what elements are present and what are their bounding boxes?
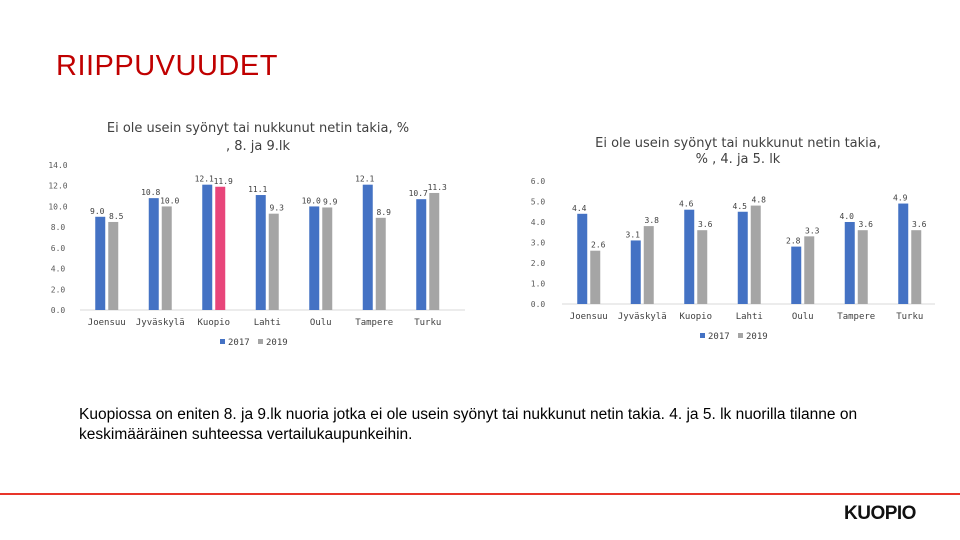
x-tick-label: Turku [414, 318, 442, 328]
data-label: 10.0 [160, 196, 180, 206]
data-label: 9.9 [323, 197, 338, 207]
page-title: RIIPPUVUUDET [56, 50, 278, 82]
bar-2019-oulu [322, 207, 332, 310]
x-tick-label: Turku [896, 312, 924, 322]
y-tick-label: 3.0 [530, 238, 546, 248]
y-tick-label: 12.0 [48, 181, 68, 191]
data-label: 11.9 [213, 176, 233, 186]
bar-2017-jyväskylä [149, 198, 159, 310]
bar-2017-turku [898, 204, 908, 304]
x-tick-label: Jyväskylä [617, 312, 667, 322]
x-tick-label: Lahti [735, 312, 763, 322]
bar-2017-lahti [738, 212, 748, 304]
legend-label: 2017 [228, 338, 250, 348]
y-tick-label: 6.0 [530, 177, 546, 186]
data-label: 4.5 [732, 201, 747, 211]
legend-swatch-2019 [738, 333, 743, 338]
bar-2019-turku [429, 193, 439, 310]
bar-2019-jyväskylä [644, 226, 654, 304]
legend-label: 2017 [708, 332, 730, 342]
data-label: 3.6 [858, 220, 873, 230]
bar-2019-tampere [376, 218, 386, 310]
data-label: 10.0 [301, 196, 321, 206]
x-tick-label: Joensuu [569, 312, 608, 322]
x-tick-label: Tampere [837, 312, 876, 322]
bar-2017-kuopio [684, 210, 694, 304]
bar-2019-joensuu [590, 251, 600, 304]
y-tick-label: 14.0 [48, 161, 68, 170]
data-label: 2.8 [786, 236, 801, 246]
data-label: 4.9 [893, 193, 908, 203]
data-label: 8.9 [376, 207, 391, 217]
bar-2017-jyväskylä [631, 240, 641, 304]
x-tick-label: Lahti [253, 318, 281, 328]
data-label: 11.1 [248, 185, 268, 195]
bar-2017-turku [416, 199, 426, 310]
legend-swatch-2017 [220, 339, 225, 344]
chart-grade-4-5 [531, 136, 935, 342]
data-label: 4.4 [572, 203, 587, 213]
y-tick-label: 4.0 [50, 264, 66, 274]
x-tick-label: Oulu [309, 318, 332, 328]
bar-2017-joensuu [95, 217, 105, 310]
chart-title: % , 4. ja 5. lk [695, 152, 781, 167]
bar-2019-lahti [751, 206, 761, 304]
bar-2017-oulu [309, 206, 319, 310]
legend-label: 2019 [746, 332, 768, 342]
chart-grade-8-9 [48, 121, 465, 348]
data-label: 4.6 [679, 199, 694, 209]
legend-swatch-2019 [258, 339, 263, 344]
y-tick-label: 10.0 [48, 202, 68, 212]
chart-title: Ei ole usein syönyt tai nukkunut netin takia, % [106, 121, 410, 136]
bar-2017-oulu [791, 247, 801, 304]
data-label: 3.6 [698, 220, 713, 230]
bar-2017-kuopio [202, 185, 212, 310]
chart-title: Ei ole usein syönyt tai nukkunut netin takia, [595, 136, 881, 151]
y-tick-label: 2.0 [50, 285, 66, 295]
x-tick-label: Oulu [791, 312, 814, 322]
x-tick-label: Kuopio [197, 318, 231, 328]
x-tick-label: Joensuu [87, 318, 126, 328]
bar-2017-lahti [256, 195, 266, 310]
bar-2019-joensuu [108, 222, 118, 310]
bar-2019-lahti [269, 214, 279, 310]
x-tick-label: Tampere [355, 318, 394, 328]
bar-2017-joensuu [577, 214, 587, 304]
x-tick-label: Kuopio [679, 312, 713, 322]
data-label: 12.1 [355, 174, 375, 184]
bar-2019-oulu [804, 236, 814, 304]
data-label: 4.8 [751, 195, 766, 205]
bar-2017-tampere [845, 222, 855, 304]
summary-note: Kuopiossa on eniten 8. ja 9.lk nuoria jotka ei ole usein syönyt tai nukkunut netin takia. 4. ja 5. lk nuorilla tilanne on keskimääräinen suhteessa vertailukaupunkeihin. [79, 406, 858, 443]
data-label: 9.0 [90, 206, 105, 216]
bar-2019-kuopio [215, 187, 225, 310]
data-label: 3.6 [912, 220, 927, 230]
legend-label: 2019 [266, 338, 288, 348]
data-label: 3.8 [644, 216, 659, 226]
bar-2019-tampere [858, 230, 868, 304]
x-tick-label: Jyväskylä [135, 318, 185, 328]
y-tick-label: 0.0 [50, 306, 66, 315]
y-tick-label: 2.0 [530, 259, 546, 268]
data-label: 3.3 [805, 226, 820, 236]
data-label: 10.7 [408, 189, 428, 199]
bar-2017-tampere [363, 185, 373, 310]
y-tick-label: 6.0 [50, 243, 66, 253]
data-label: 9.3 [269, 203, 284, 213]
y-tick-label: 0.0 [530, 300, 546, 309]
data-label: 11.3 [427, 182, 447, 192]
data-label: 10.8 [141, 188, 161, 198]
data-label: 8.5 [109, 211, 124, 221]
y-tick-label: 1.0 [530, 279, 546, 289]
chart-title: , 8. ja 9.lk [225, 139, 291, 154]
bar-2019-turku [911, 230, 921, 304]
data-label: 2.6 [591, 240, 606, 250]
y-tick-label: 8.0 [50, 223, 66, 233]
data-label: 4.0 [839, 212, 854, 221]
data-label: 12.1 [194, 174, 214, 184]
y-tick-label: 4.0 [530, 218, 546, 227]
kuopio-logo: KUOPIO [844, 503, 916, 524]
y-tick-label: 5.0 [530, 197, 546, 207]
data-label: 3.1 [625, 230, 640, 240]
bar-2019-jyväskylä [162, 206, 172, 310]
bar-2019-kuopio [697, 230, 707, 304]
legend-swatch-2017 [700, 333, 705, 338]
footer-divider [0, 493, 960, 495]
